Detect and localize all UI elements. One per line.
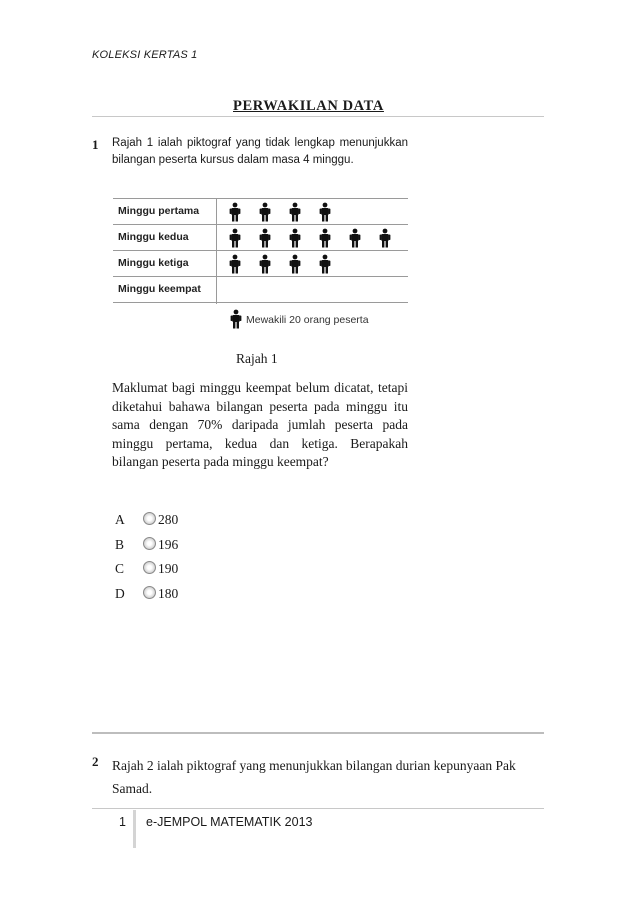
pictograph-key: Mewakili 20 orang peserta [246, 314, 369, 326]
pictograph-row-1 [113, 198, 408, 225]
person-icon [289, 254, 301, 274]
option-value: 196 [158, 537, 179, 552]
question-2-number: 2 [92, 754, 99, 769]
page-number: 1 [119, 815, 126, 829]
option-letter: D [115, 586, 125, 601]
person-icon [349, 228, 361, 248]
radio-icon[interactable] [143, 512, 156, 525]
radio-icon[interactable] [143, 537, 156, 550]
figure-caption: Rajah 1 [236, 351, 278, 366]
footer-title: e-JEMPOL MATEMATIK 2013 [146, 815, 313, 829]
option-value: 280 [158, 512, 179, 527]
person-icon [230, 309, 242, 329]
option-c[interactable] [115, 561, 179, 577]
pictograph-row-label: Minggu keempat [118, 283, 201, 295]
person-icon [229, 254, 241, 274]
question-1-number: 1 [92, 137, 99, 152]
person-icon [319, 202, 331, 222]
option-d[interactable] [115, 586, 179, 602]
person-icon [289, 228, 301, 248]
option-a[interactable] [115, 512, 179, 528]
option-letter: B [115, 537, 125, 552]
person-icon [289, 202, 301, 222]
person-icon [319, 228, 331, 248]
question-separator [92, 732, 544, 734]
person-icon [229, 202, 241, 222]
person-icon [259, 228, 271, 248]
radio-icon[interactable] [143, 586, 156, 599]
footer-divider [133, 810, 136, 848]
pictograph-row-2 [113, 224, 408, 251]
pictograph-row-label: Minggu ketiga [118, 257, 189, 269]
option-value: 180 [158, 586, 179, 601]
option-value: 190 [158, 561, 179, 576]
question-2-text: Rajah 2 ialah piktograf yang menunjukkan bilangan durian kepunyaan Pak Samad. [112, 758, 516, 796]
option-letter: A [115, 512, 125, 527]
person-icon [319, 254, 331, 274]
person-icon [259, 254, 271, 274]
question-1-body: Maklumat bagi minggu keempat belum dicatat, tetapi diketahui bahawa bilangan peserta pada minggu itu sama dengan 70% daripada jumlah peserta pada minggu pertama, kedua dan ketiga. Berapakah bilangan peserta pada minggu keempat? [112, 380, 408, 469]
question-1-intro: Rajah 1 ialah piktograf yang tidak lengkap menunjukkan bilangan peserta kursus dalam masa 4 minggu. [112, 137, 408, 166]
pictograph-row-4 [113, 276, 408, 303]
footer-rule [92, 808, 544, 809]
pictograph-row-label: Minggu kedua [118, 231, 189, 243]
person-icon [259, 202, 271, 222]
page-header: KOLEKSI KERTAS 1 [92, 49, 198, 61]
person-icon [229, 228, 241, 248]
section-title: PERWAKILAN DATA [233, 98, 384, 114]
option-b[interactable] [115, 537, 179, 553]
pictograph-row-label: Minggu pertama [118, 205, 200, 217]
option-letter: C [115, 561, 125, 576]
title-rule [92, 116, 544, 117]
pictograph [113, 198, 408, 304]
radio-icon[interactable] [143, 561, 156, 574]
pictograph-row-3 [113, 250, 408, 277]
person-icon [379, 228, 391, 248]
